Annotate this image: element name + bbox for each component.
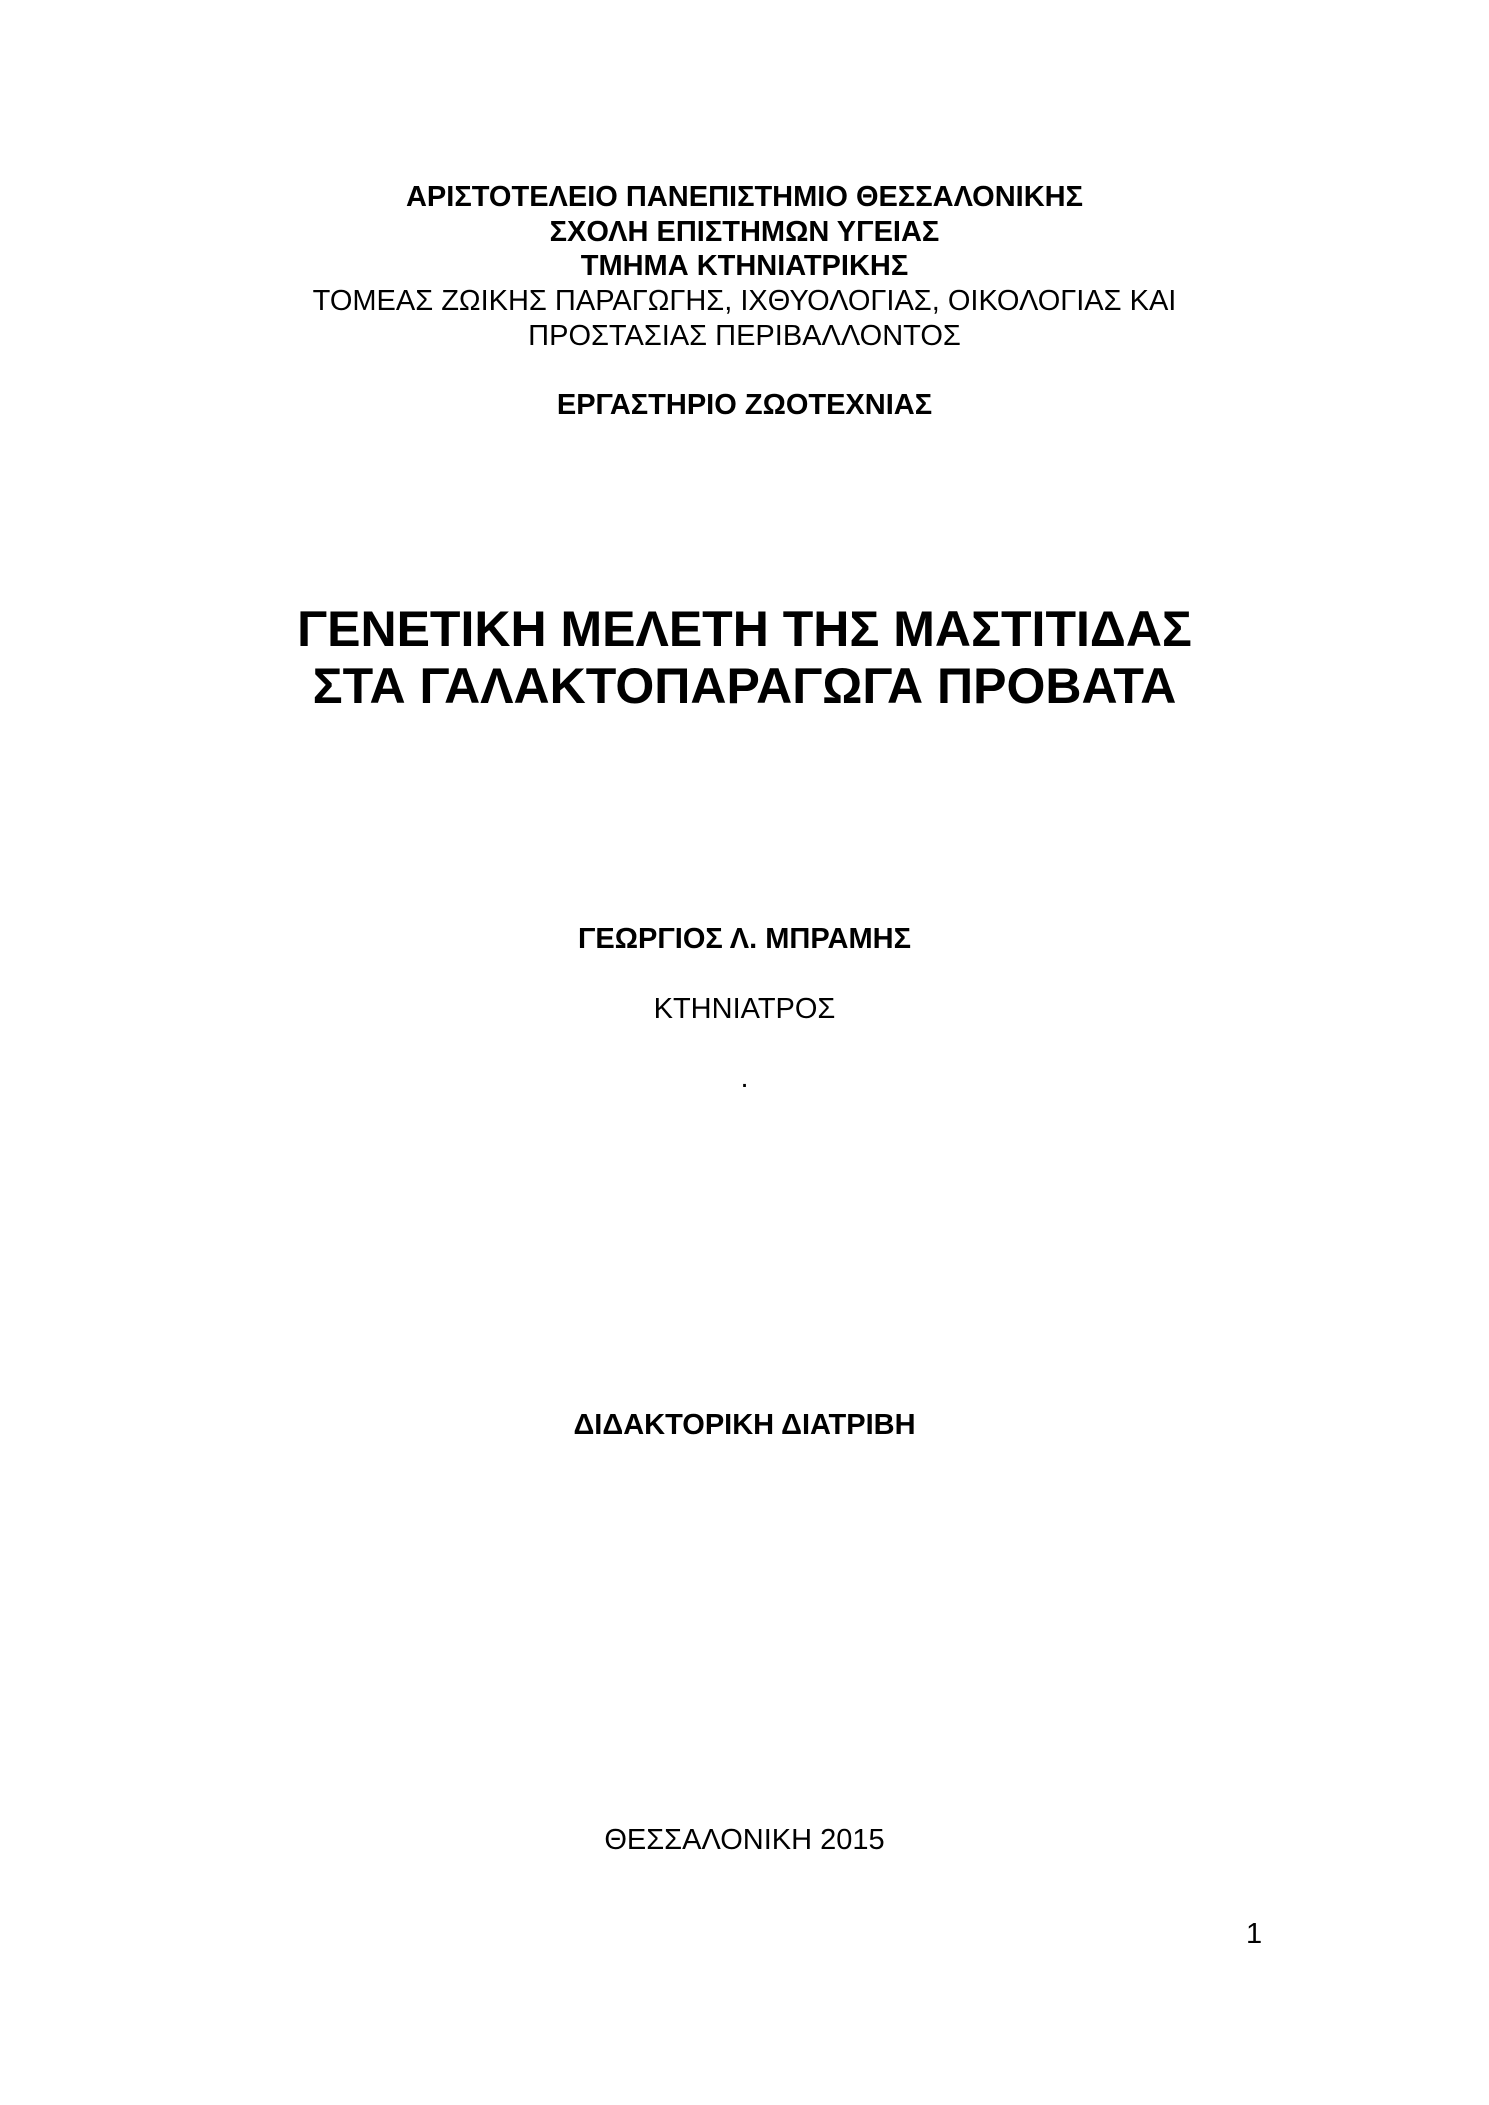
document-type: ΔΙΔΑΚΤΟΡΙΚΗ ΔΙΑΤΡΙΒΗ (573, 1409, 916, 1441)
thesis-title-line1: ΓΕΝΕΤΙΚΗ ΜΕΛΕΤΗ ΤΗΣ ΜΑΣΤΙΤΙΔΑΣ (297, 601, 1192, 657)
page-number: 1 (1246, 1918, 1263, 1950)
university-name: ΑΡΙΣΤΟΤΕΛΕΙΟ ΠΑΝΕΠΙΣΤΗΜΙΟ ΘΕΣΣΑΛΟΝΙΚΗΣ (405, 181, 1084, 213)
laboratory-name: ΕΡΓΑΣΤΗΡΙΟ ΖΩΟΤΕΧΝΙΑΣ (556, 389, 933, 421)
author-profession: ΚΤΗΝΙΑΤΡΟΣ (653, 993, 836, 1025)
sector-name-line2: ΠΡΟΣΤΑΣΙΑΣ ΠΕΡΙΒΑΛΛΟΝΤΟΣ (528, 320, 961, 352)
separator-dot: . (740, 1062, 749, 1094)
school-name: ΣΧΟΛΗ ΕΠΙΣΤΗΜΩΝ ΥΓΕΙΑΣ (549, 216, 940, 248)
thesis-title-line2: ΣΤΑ ΓΑΛΑΚΤΟΠΑΡΑΓΩΓΑ ΠΡΟΒΑΤΑ (312, 658, 1177, 714)
department-name: ΤΜΗΜΑ ΚΤΗΝΙΑΤΡΙΚΗΣ (580, 250, 909, 282)
place-and-year: ΘΕΣΣΑΛΟΝΙΚΗ 2015 (604, 1824, 885, 1856)
author-name: ΓΕΩΡΓΙΟΣ Λ. ΜΠΡΑΜΗΣ (578, 923, 911, 955)
sector-name-line1: ΤΟΜΕΑΣ ΖΩΙΚΗΣ ΠΑΡΑΓΩΓΗΣ, ΙΧΘΥΟΛΟΓΙΑΣ, ΟΙΚΟΛΟΓΙΑΣ ΚΑΙ (312, 285, 1177, 317)
